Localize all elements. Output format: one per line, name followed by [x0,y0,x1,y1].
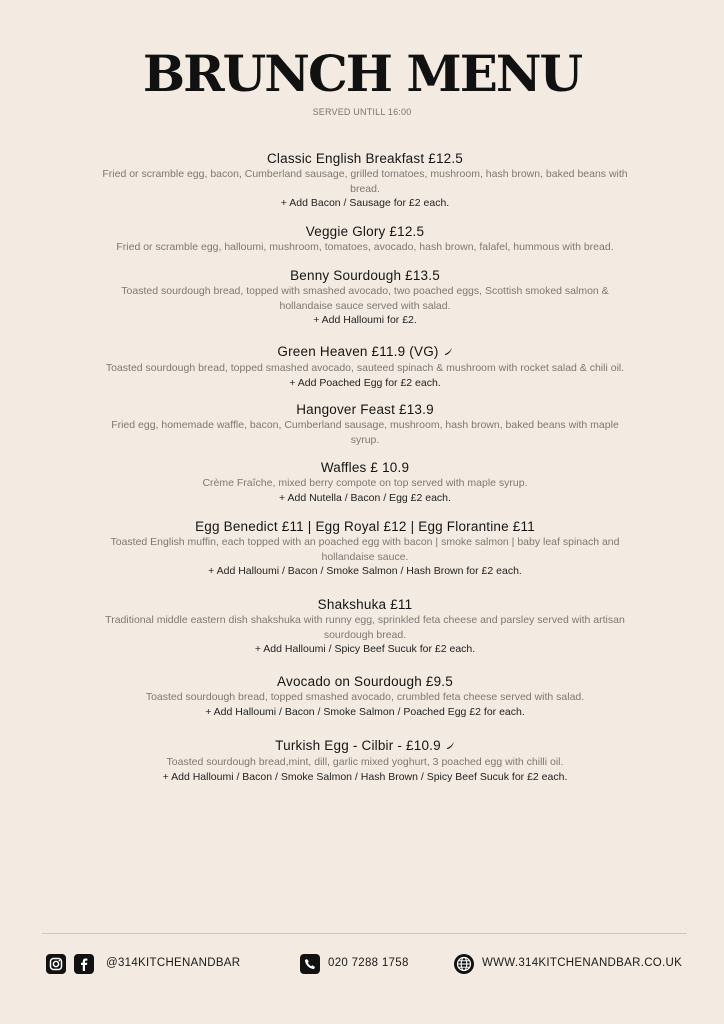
item-description-cont: syrup. [350,433,380,446]
item-addon: + Add Halloumi / Bacon / Smoke Salmon / Poached Egg £2 for each. [205,705,525,718]
menu-title: BRUNCH MENU [142,44,582,103]
footer-divider [42,933,687,934]
menu-item-hangover-feast [66,401,664,447]
item-addon: + Add Halloumi / Spicy Beef Sucuk for £2 each. [254,643,476,655]
item-name: Turkish Egg - Cilbir - £10.9 [275,738,441,753]
item-addon: + Add Poached Egg for £2 each. [289,376,441,389]
item-description-cont: bread. [350,182,380,195]
item-addon: + Add Nutella / Bacon / Egg £2 each. [279,491,451,504]
item-description: Toasted sourdough bread, topped smashed avocado, crumbled feta cheese served with salad. [145,691,585,703]
social-handle[interactable]: @314KITCHENANDBAR [106,957,241,969]
item-description: Toasted sourdough bread, topped smashed avocado, sauteed spinach & mushroom with rocket salad & chili oil. [105,362,625,374]
item-description: Toasted English muffin, each topped with an poached egg with bacon | smoke salmon | baby leaf spinach and [110,536,620,548]
item-description-cont: hollandaise sauce. [321,550,409,563]
item-description-cont: sourdough bread. [323,628,407,641]
menu-item-egg-benedict [66,518,664,579]
chili-icon [443,344,453,361]
menu-item-shakshuka [66,596,664,657]
menu-item-green-heaven [66,343,664,390]
item-name: Green Heaven £11.9 (VG) [277,344,439,359]
item-addon: + Add Bacon / Sausage for £2 each. [280,197,450,209]
item-description: Toasted sourdough bread, topped with smashed avocado, two poached eggs, Scottish smoked salmon & [121,285,609,297]
menu-item-turkish-egg [66,737,664,784]
item-description: Traditional middle eastern dish shakshuka with runny egg, sprinkled feta cheese and parsley served with artisan [105,614,625,626]
menu-item-veggie-glory [66,223,664,255]
item-name: Avocado on Sourdough £9.5 [277,674,453,689]
item-description: Toasted sourdough bread,mint, dill, garlic mixed yoghurt, 3 poached egg with chilli oil. [166,756,564,768]
facebook-icon[interactable] [74,954,94,974]
served-until-note: SERVED UNTILL 16:00 [312,107,412,117]
item-name: Classic English Breakfast £12.5 [266,151,464,166]
item-name: Shakshuka £11 [317,597,413,612]
item-description: Crème Fraîche, mixed berry compote on top served with maple syrup. [202,477,528,489]
menu-item-classic-english-breakfast [66,150,664,211]
phone-number[interactable]: 020 7288 1758 [328,957,409,969]
menu-item-avocado-on-sourdough [66,673,664,719]
item-description: Fried or scramble egg, halloumi, mushroom, tomatoes, avocado, hash brown, falafel, hummous with bread. [116,241,614,253]
item-description-cont: hollandaise sauce served with salad. [279,299,451,312]
item-addon: + Add Halloumi / Bacon / Smoke Salmon / Hash Brown for £2 each. [208,565,522,577]
item-name: Veggie Glory £12.5 [305,224,425,239]
menu-item-benny-sourdough [66,267,664,328]
chili-icon [445,738,455,755]
item-addon: + Add Halloumi / Bacon / Smoke Salmon / Hash Brown / Spicy Beef Sucuk for £2 each. [162,770,568,783]
item-name: Hangover Feast £13.9 [296,402,434,417]
phone-icon [300,954,320,974]
globe-icon [454,954,474,974]
instagram-icon[interactable] [46,954,66,974]
item-name: Egg Benedict £11 | Egg Royal £12 | Egg Florantine £11 [195,519,535,534]
item-name: Waffles £ 10.9 [320,460,410,475]
item-name: Benny Sourdough £13.5 [290,268,440,283]
menu-item-waffles [66,459,664,505]
website-link[interactable]: WWW.314KITCHENANDBAR.CO.UK [482,957,683,969]
item-addon: + Add Halloumi for £2. [313,314,417,326]
item-description: Fried or scramble egg, bacon, Cumberland sausage, grilled tomatoes, mushroom, hash brown, baked beans with [102,168,628,180]
item-description: Fried egg, homemade waffle, bacon, Cumberland sausage, mushroom, hash brown, baked beans with maple [111,419,619,431]
